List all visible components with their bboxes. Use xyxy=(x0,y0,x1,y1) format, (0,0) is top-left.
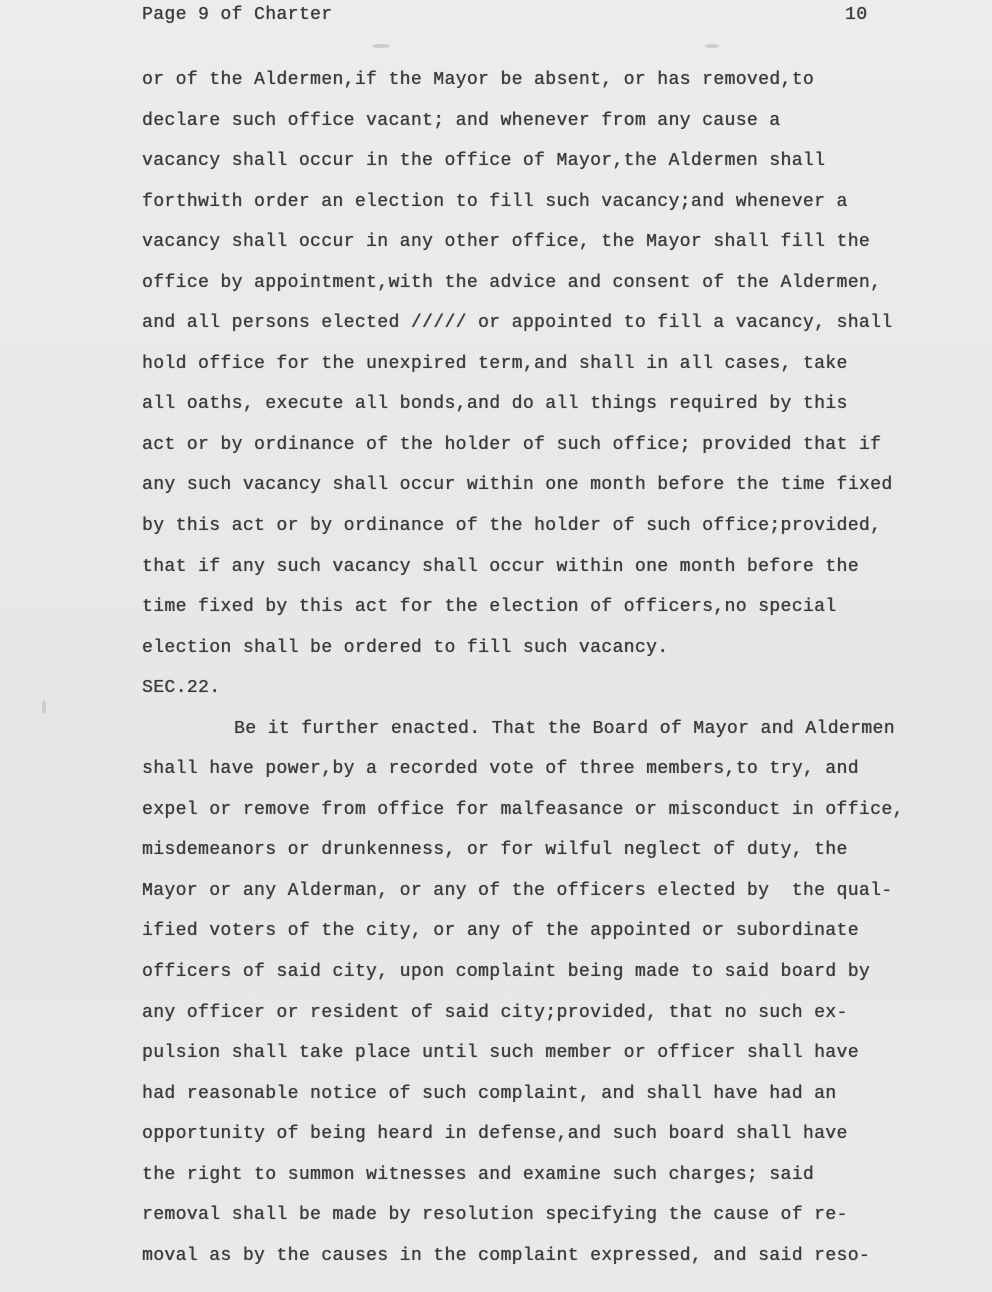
text-line: Mayor or any Alderman, or any of the officers elected by the qual- xyxy=(142,880,893,901)
text-line: forthwith order an election to fill such vacancy;and whenever a xyxy=(142,191,848,212)
text-line: ified voters of the city, or any of the appointed or subordinate xyxy=(142,921,859,942)
paper-speck xyxy=(372,44,390,48)
paper-speck xyxy=(705,44,719,48)
text-line: that if any such vacancy shall occur within one month before the xyxy=(142,556,859,577)
page-header: Page 9 of Charter xyxy=(142,5,333,25)
text-line: time fixed by this act for the election of officers,no special xyxy=(142,597,837,618)
text-line: the right to summon witnesses and examine such charges; said xyxy=(142,1164,815,1185)
text-line: expel or remove from office for malfeasance or misconduct in office, xyxy=(142,799,904,820)
text-line: had reasonable notice of such complaint, and shall have had an xyxy=(142,1083,837,1104)
text-line: vacancy shall occur in any other office, the Mayor shall fill the xyxy=(142,232,871,253)
text-line: declare such office vacant; and whenever from any cause a xyxy=(142,110,781,131)
text-line: shall have power,by a recorded vote of three members,to try, and xyxy=(142,759,859,780)
text-line: or of the Aldermen,if the Mayor be absent, or has removed,to xyxy=(142,70,815,90)
paper-speck xyxy=(42,700,46,714)
text-line: election shall be ordered to fill such vacancy. xyxy=(142,637,669,658)
text-line: and all persons elected ///// or appointed to fill a vacancy, shall xyxy=(142,313,893,334)
text-line: SEC.22. xyxy=(142,678,221,699)
text-line: all oaths, execute all bonds,and do all things required by this xyxy=(142,394,848,415)
text-line: by this act or by ordinance of the holder of such office;provided, xyxy=(142,516,882,537)
text-line: act or by ordinance of the holder of such office; provided that if xyxy=(142,434,882,455)
text-line: Be it further enacted. That the Board of Mayor and Aldermen xyxy=(234,718,895,739)
charter-text xyxy=(142,60,904,1276)
page-number: 10 xyxy=(845,5,868,25)
text-line: removal shall be made by resolution specifying the cause of re- xyxy=(142,1205,848,1226)
text-line: pulsion shall take place until such member or officer shall have xyxy=(142,1043,859,1064)
text-line: any officer or resident of said city;provided, that no such ex- xyxy=(142,1002,848,1023)
text-line: hold office for the unexpired term,and shall in all cases, take xyxy=(142,353,848,374)
text-line: opportunity of being heard in defense,and such board shall have xyxy=(142,1124,848,1145)
text-line: office by appointment,with the advice and consent of the Aldermen, xyxy=(142,272,882,293)
text-line: vacancy shall occur in the office of Mayor,the Aldermen shall xyxy=(142,151,826,172)
text-line: any such vacancy shall occur within one month before the time fixed xyxy=(142,475,893,496)
text-line: officers of said city, upon complaint being made to said board by xyxy=(142,962,871,983)
text-line: moval as by the causes in the complaint expressed, and said reso- xyxy=(142,1245,871,1266)
text-line: misdemeanors or drunkenness, or for wilful neglect of duty, the xyxy=(142,840,848,861)
